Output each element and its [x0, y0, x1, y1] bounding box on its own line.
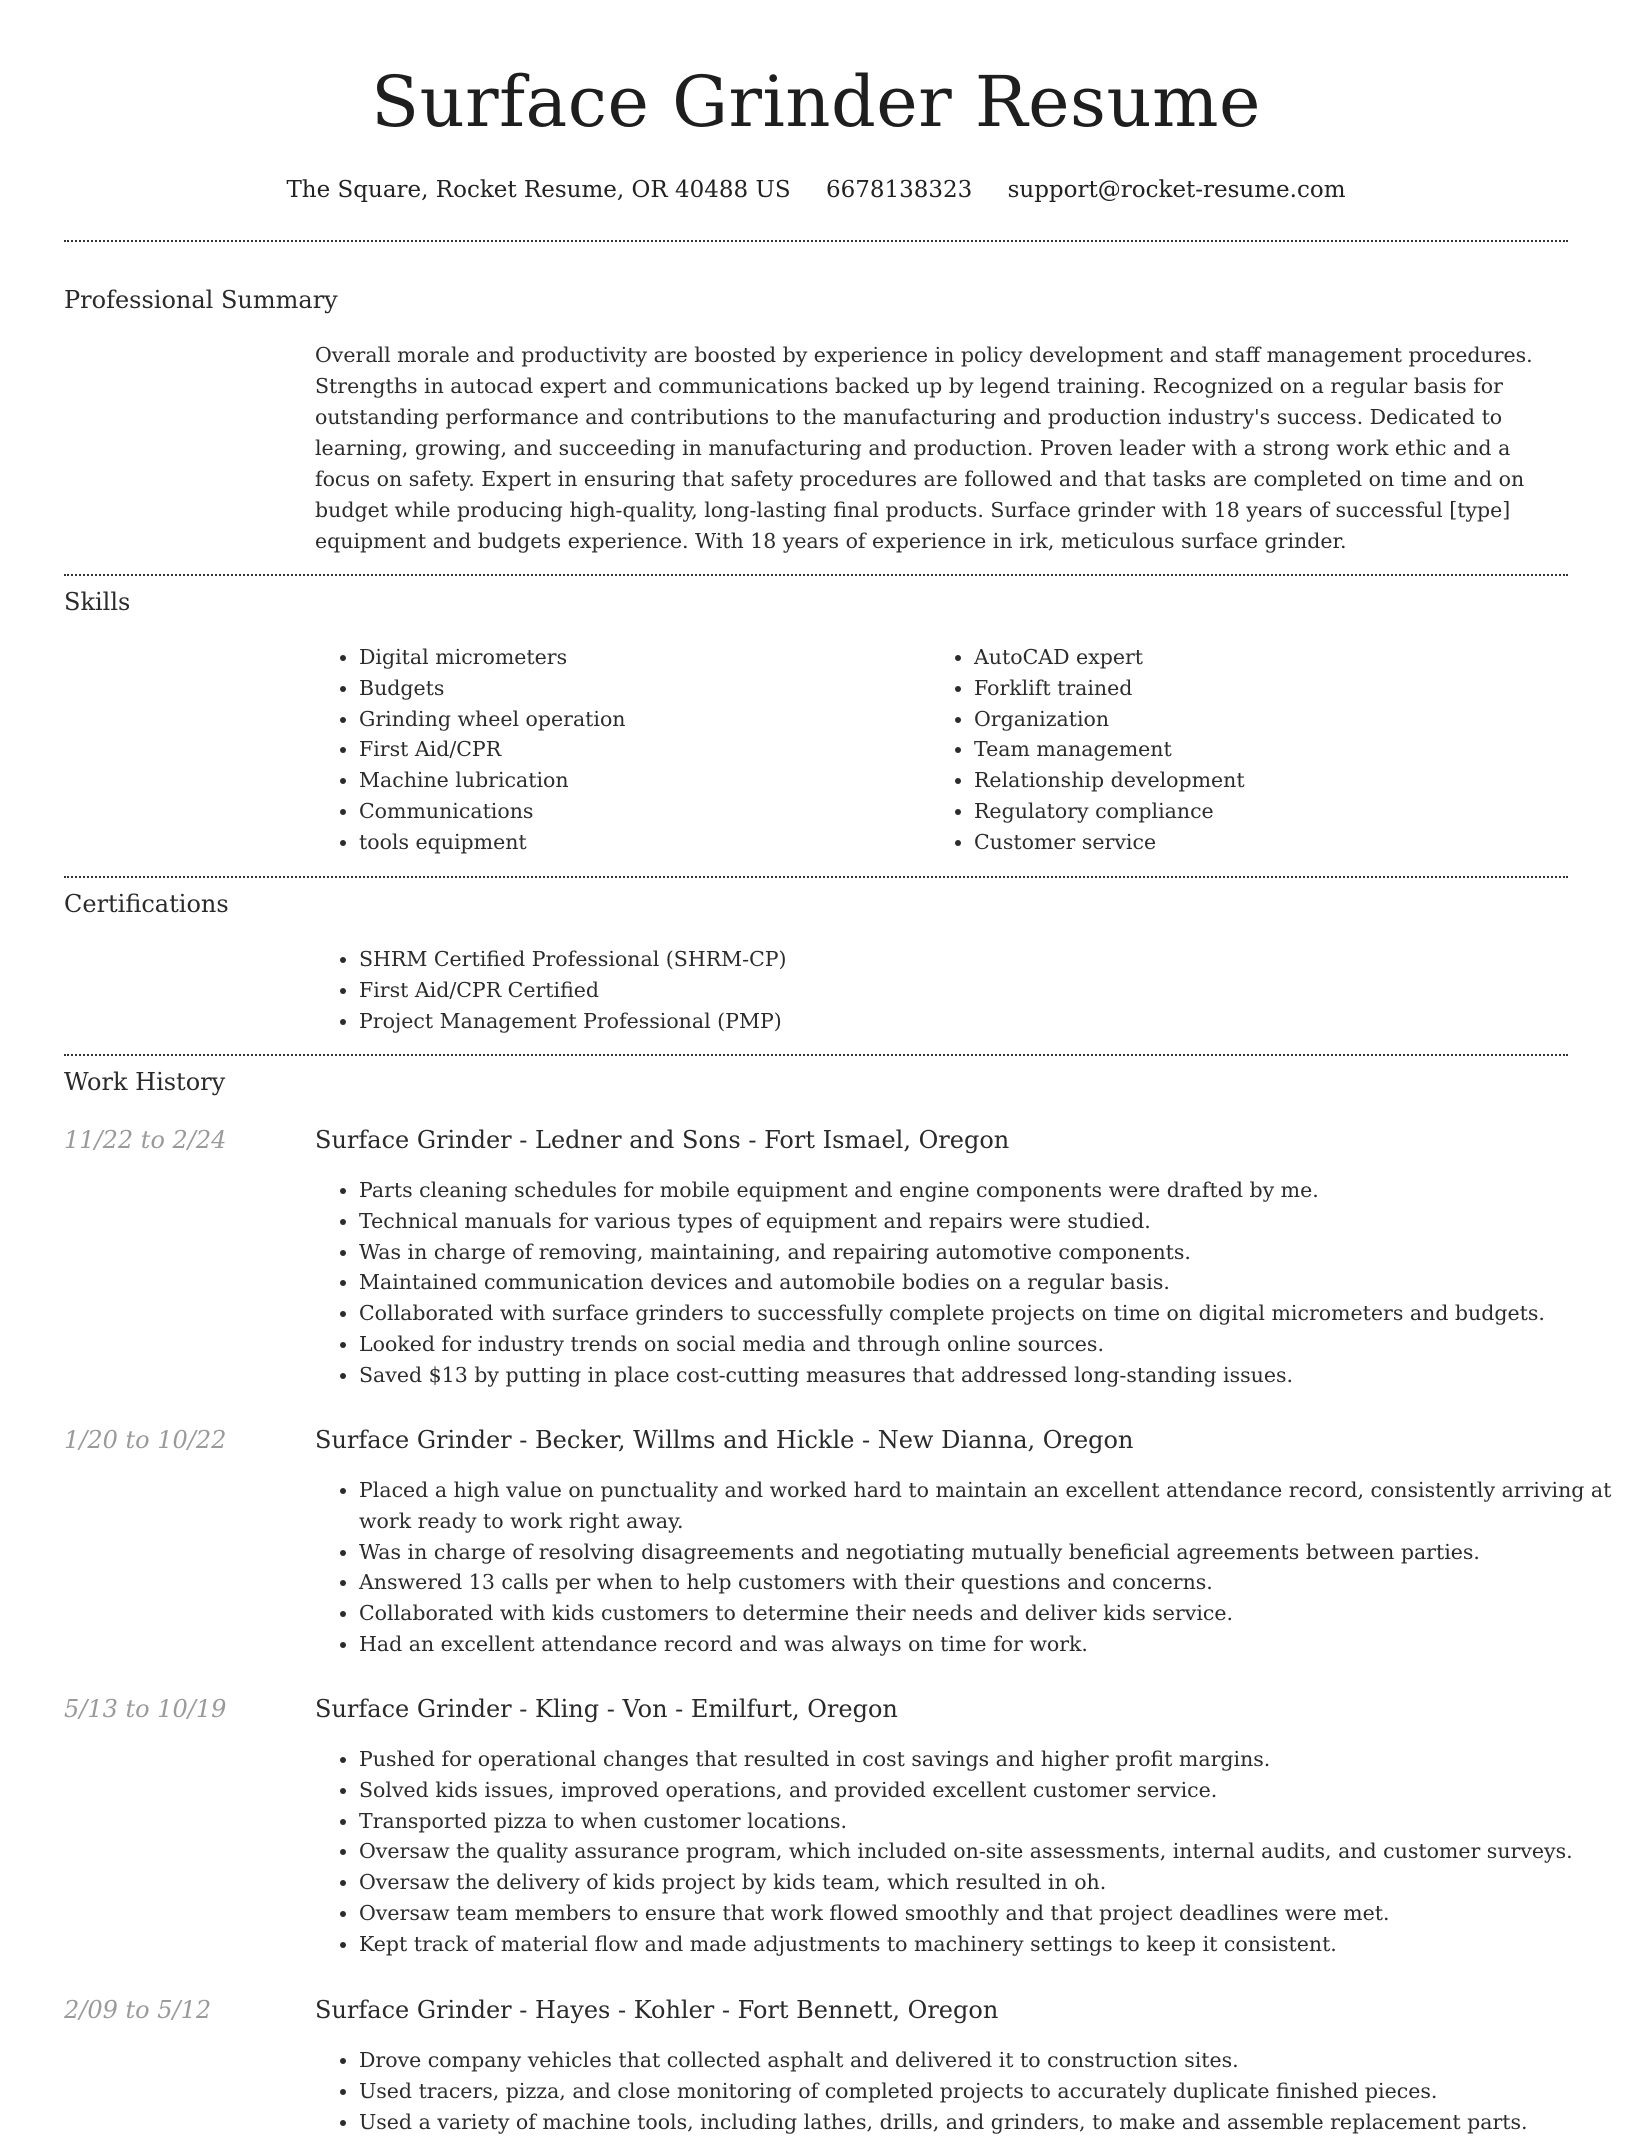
contact-phone: 6678138323 [825, 177, 973, 203]
job-bullet: • Oversaw the delivery of kids project by kids team, which resulted in oh. [359, 1867, 1612, 1898]
job-bullet: • Collaborated with surface grinders to successfully complete projects on time on digital micrometers and budgets. [359, 1298, 1612, 1329]
skill-item: • First Aid/CPR [359, 734, 919, 765]
job-bullet: • Used a variety of machine tools, including lathes, drills, and grinders, to make and assemble replacement parts. [359, 2107, 1612, 2137]
job-bullet: • Was in charge of resolving disagreements and negotiating mutually beneficial agreements between parties. [359, 1537, 1612, 1568]
certifications-heading: Certifications [64, 890, 229, 918]
summary-heading: Professional Summary [64, 286, 338, 314]
job-bullet: • Placed a high value on punctuality and worked hard to maintain an excellent attendance record, consistently arriving at work ready to work right away. [359, 1475, 1612, 1537]
job-bullet: • Looked for industry trends on social media and through online sources. [359, 1329, 1612, 1360]
job-title: Surface Grinder - Hayes - Kohler - Fort Bennett, Oregon [315, 1996, 999, 2024]
job-bullet: • Oversaw the quality assurance program, which included on-site assessments, internal audits, and customer surveys. [359, 1836, 1612, 1867]
job-bullet: • Answered 13 calls per when to help customers with their questions and concerns. [359, 1567, 1612, 1598]
job-bullet: • Kept track of material flow and made adjustments to machinery settings to keep it consistent. [359, 1929, 1612, 1960]
contact-address: The Square, Rocket Resume, OR 40488 US [286, 177, 791, 203]
skill-item: • Customer service [974, 827, 1574, 858]
skill-item: • Relationship development [974, 765, 1574, 796]
skill-item: • AutoCAD expert [974, 642, 1574, 673]
skill-item: • Communications [359, 796, 919, 827]
skill-item: • Regulatory compliance [974, 796, 1574, 827]
job-bullet: • Maintained communication devices and automobile bodies on a regular basis. [359, 1267, 1612, 1298]
job-title: Surface Grinder - Kling - Von - Emilfurt, Oregon [315, 1695, 898, 1723]
skill-item: • Budgets [359, 673, 919, 704]
job-bullet: • Technical manuals for various types of equipment and repairs were studied. [359, 1206, 1612, 1237]
certifications-list [315, 944, 1559, 1036]
certification-item: • Project Management Professional (PMP) [359, 1006, 1559, 1037]
contact-email: support@rocket-resume.com [1007, 177, 1346, 203]
contact-line [0, 170, 1632, 210]
job-date: 5/13 to 10/19 [64, 1695, 227, 1723]
skill-item: • Forklift trained [974, 673, 1574, 704]
certification-item: • First Aid/CPR Certified [359, 975, 1559, 1006]
skills-list-left [315, 642, 919, 858]
job-bullets [315, 2045, 1612, 2137]
skill-item: • Organization [974, 704, 1574, 735]
job-bullet: • Was in charge of removing, maintaining, and repairing automotive components. [359, 1237, 1612, 1268]
job-bullet: • Oversaw team members to ensure that work flowed smoothly and that project deadlines were met. [359, 1898, 1612, 1929]
skills-heading: Skills [64, 588, 131, 616]
work-history-heading: Work History [64, 1068, 226, 1096]
job-bullet: • Saved $13 by putting in place cost-cutting measures that addressed long-standing issues. [359, 1360, 1612, 1391]
job-bullets [315, 1475, 1612, 1660]
job-bullet: • Transported pizza to when customer locations. [359, 1806, 1612, 1837]
job-bullet: • Drove company vehicles that collected asphalt and delivered it to construction sites. [359, 2045, 1612, 2076]
summary-text: Overall morale and productivity are boosted by experience in policy development and staff management procedures. Strengths in autocad expert and communications backed up by legend training. Recognized on a regular basis for outstanding performance and contributions to the manufacturing and production industry's success. Dedicated to learning, growing, and succeeding in manufacturing and production. Proven leader with a strong work ethic and a focus on safety. Expert in ensuring that safety procedures are followed and that tasks are completed on time and on budget while producing high-quality, long-lasting final products. Surface grinder with 18 years of successful [type] equipment and budgets experience. With 18 years of experience in irk, meticulous surface grinder. [315, 343, 1533, 553]
skill-item: • Team management [974, 734, 1574, 765]
divider [64, 574, 1568, 576]
job-title: Surface Grinder - Ledner and Sons - Fort Ismael, Oregon [315, 1126, 1010, 1154]
job-bullets [315, 1175, 1612, 1391]
skill-item: • Grinding wheel operation [359, 704, 919, 735]
divider [64, 876, 1568, 878]
job-date: 11/22 to 2/24 [64, 1126, 227, 1154]
job-bullet: • Parts cleaning schedules for mobile equipment and engine components were drafted by me. [359, 1175, 1612, 1206]
resume-title: Surface Grinder Resume [371, 61, 1261, 143]
job-bullet: • Had an excellent attendance record and was always on time for work. [359, 1629, 1612, 1660]
job-date: 1/20 to 10/22 [64, 1426, 227, 1454]
job-date: 2/09 to 5/12 [64, 1996, 212, 2024]
skill-item: • Digital micrometers [359, 642, 919, 673]
skill-item: • Machine lubrication [359, 765, 919, 796]
job-title: Surface Grinder - Becker, Willms and Hickle - New Dianna, Oregon [315, 1426, 1134, 1454]
job-bullet: • Pushed for operational changes that resulted in cost savings and higher profit margins. [359, 1744, 1612, 1775]
job-bullet: • Used tracers, pizza, and close monitoring of completed projects to accurately duplicate finished pieces. [359, 2076, 1612, 2107]
divider [64, 240, 1568, 242]
certification-item: • SHRM Certified Professional (SHRM-CP) [359, 944, 1559, 975]
skill-item: • tools equipment [359, 827, 919, 858]
job-bullets [315, 1744, 1612, 1960]
skills-list-right [930, 642, 1574, 858]
divider [64, 1054, 1568, 1056]
job-bullet: • Solved kids issues, improved operations, and provided excellent customer service. [359, 1775, 1612, 1806]
job-bullet: • Collaborated with kids customers to determine their needs and deliver kids service. [359, 1598, 1612, 1629]
